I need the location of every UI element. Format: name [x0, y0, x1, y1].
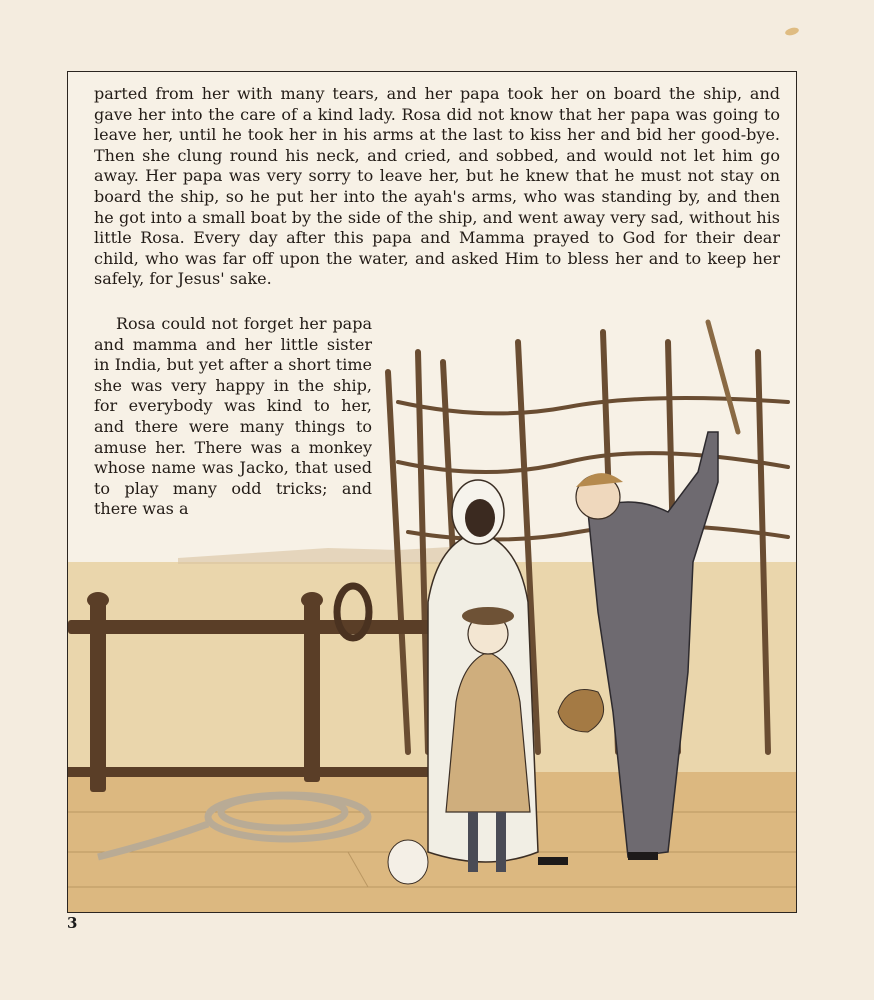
paragraph-1: parted from her with many tears, and her papa took her on board the ship, and gave her into the care of a kind lady. Rosa did not know that her papa was going to leave her, until he took her in his arms at the last to kiss her and bid her good-bye. Then she clung round his neck, and cried, and sobbed, and would not let him go away. Her papa was very sorry to leave her, but he knew that he must not stay on board the ship, so he put her into the ayah's arms, who was standing by, and then he got into a small boat by the side of the ship, and went away very sad, without his little Rosa. Every day after this papa and Mamma prayed to God for their dear child, who was far off upon the water, and asked Him to bless her and to keep her safely, for Jesus' sake.: [94, 84, 780, 289]
page-frame: [67, 71, 797, 913]
paper-stain: [784, 26, 799, 36]
paragraph-2: Rosa could not forget her papa and mamma and her little sister in India, but yet after a short time she was very happy in the ship, for everybody was kind to her, and there were many things to amuse her. There was a monkey whose name was Jacko, that used to play many odd tricks; and there was a: [94, 314, 372, 519]
page-number: 3: [67, 914, 78, 932]
